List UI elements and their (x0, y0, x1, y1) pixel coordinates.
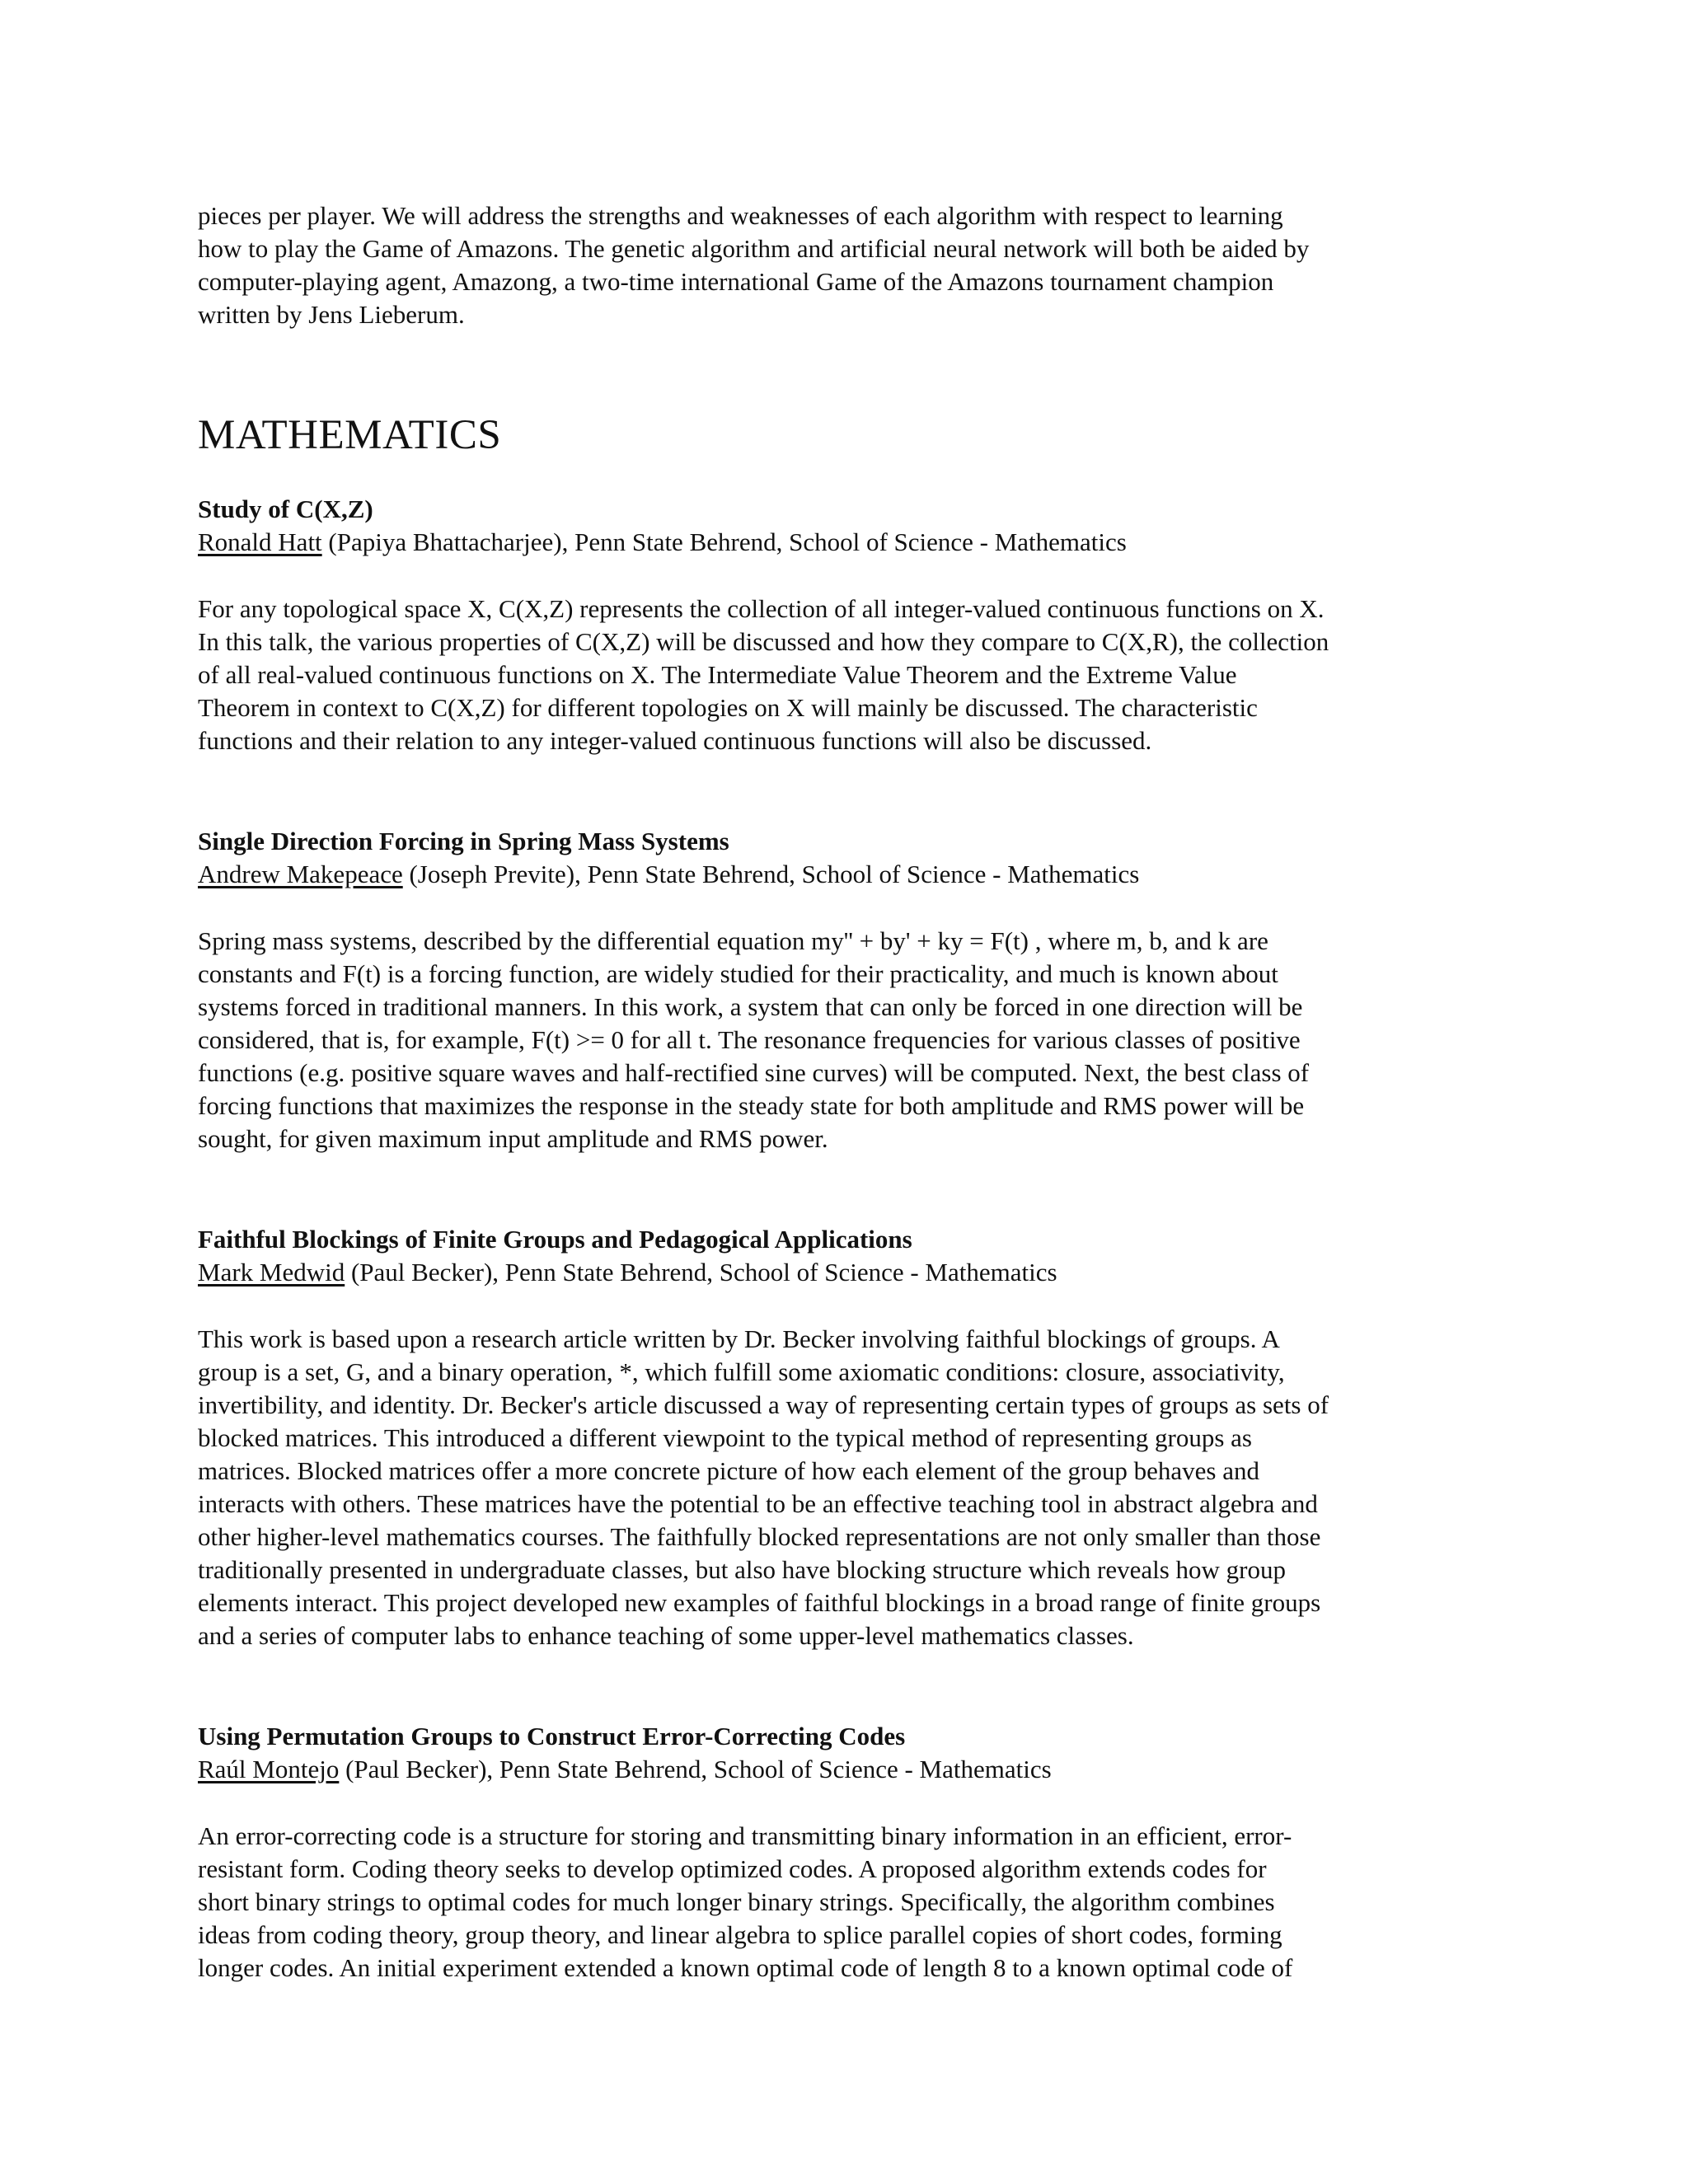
section-heading: MATHEMATICS (198, 412, 502, 458)
abstract-line: other higher-level mathematics courses. The faithfully blocked representations are not only smaller than those (198, 1522, 1321, 1551)
intro-line: pieces per player. We will address the strengths and weaknesses of each algorithm with respect to learning (198, 201, 1283, 230)
advisor-affiliation: (Joseph Previte), Penn State Behrend, School of Science - Mathematics (402, 860, 1140, 888)
talk-byline (198, 1256, 1500, 1289)
abstract-line: of all real-valued continuous functions on X. The Intermediate Value Theorem and the Extreme Value (198, 660, 1237, 689)
abstract-line: An error-correcting code is a structure for storing and transmitting binary information in an efficient, error- (198, 1821, 1292, 1850)
abstract-line: constants and F(t) is a forcing function, are widely studied for their practicality, and much is known about (198, 959, 1278, 988)
abstract-line: In this talk, the various properties of C(X,Z) will be discussed and how they compare to C(X,R), the collection (198, 627, 1329, 656)
presenter-name: Ronald Hatt (198, 527, 322, 556)
presenter-name: Mark Medwid (198, 1258, 345, 1286)
abstract-line: blocked matrices. This introduced a different viewpoint to the typical method of representing groups as (198, 1423, 1252, 1452)
talk-title: Study of C(X,Z) (198, 494, 373, 523)
abstract-line: systems forced in traditional manners. In this work, a system that can only be forced in one direction will be (198, 992, 1303, 1021)
talk-title: Single Direction Forcing in Spring Mass Systems (198, 827, 729, 855)
talk-entry (198, 1720, 1500, 1985)
abstract-line: functions (e.g. positive square waves and half-rectified sine curves) will be computed. Next, the best class of (198, 1058, 1310, 1087)
abstract-line: sought, for given maximum input amplitude and RMS power. (198, 1124, 828, 1153)
abstract-line: Theorem in context to C(X,Z) for different topologies on X will mainly be discussed. The characteristic (198, 693, 1258, 722)
abstract-line: group is a set, G, and a binary operation, *, which fulfill some axiomatic conditions: closure, associativity, (198, 1357, 1285, 1386)
intro-line: written by Jens Lieberum. (198, 300, 465, 329)
advisor-affiliation: (Paul Becker), Penn State Behrend, School of Science - Mathematics (339, 1755, 1052, 1783)
advisor-affiliation: (Paul Becker), Penn State Behrend, School of Science - Mathematics (345, 1258, 1057, 1286)
abstract-line: Spring mass systems, described by the differential equation my'' + by' + ky = F(t) , where m, b, and k are (198, 926, 1268, 955)
talk-entry (198, 825, 1500, 1155)
abstract-line: considered, that is, for example, F(t) >= 0 for all t. The resonance frequencies for various classes of positive (198, 1025, 1301, 1054)
talk-title: Faithful Blockings of Finite Groups and Pedagogical Applications (198, 1225, 912, 1254)
abstract-line: interacts with others. These matrices have the potential to be an effective teaching tool in abstract algebra and (198, 1489, 1318, 1518)
abstract-line: forcing functions that maximizes the response in the steady state for both amplitude and RMS power will be (198, 1091, 1305, 1120)
abstract-line: short binary strings to optimal codes for much longer binary strings. Specifically, the algorithm combines (198, 1887, 1275, 1916)
intro-paragraph (198, 199, 1500, 331)
talk-abstract (198, 1323, 1500, 1652)
talk-title: Using Permutation Groups to Construct Error-Correcting Codes (198, 1722, 906, 1750)
abstract-line: invertibility, and identity. Dr. Becker's article discussed a way of representing certain types of groups as sets of (198, 1390, 1329, 1419)
abstract-line: functions and their relation to any integer-valued continuous functions will also be discussed. (198, 726, 1152, 755)
advisor-affiliation: (Papiya Bhattacharjee), Penn State Behrend, School of Science - Mathematics (321, 527, 1127, 556)
abstract-line: matrices. Blocked matrices offer a more concrete picture of how each element of the group behaves and (198, 1456, 1259, 1485)
talk-abstract (198, 1820, 1500, 1985)
abstract-line: ideas from coding theory, group theory, and linear algebra to splice parallel copies of short codes, forming (198, 1920, 1282, 1949)
abstract-line: longer codes. An initial experiment extended a known optimal code of length 8 to a known optimal code of (198, 1953, 1293, 1982)
presenter-name: Raúl Montejo (198, 1755, 340, 1783)
abstract-line: traditionally presented in undergraduate classes, but also have blocking structure which reveals how group (198, 1555, 1286, 1584)
talk-entry (198, 493, 1500, 757)
talk-byline (198, 526, 1500, 559)
talk-abstract (198, 925, 1500, 1155)
intro-line: computer-playing agent, Amazong, a two-time international Game of the Amazons tournament champion (198, 267, 1274, 296)
intro-line: how to play the Game of Amazons. The genetic algorithm and artificial neural network will both be aided by (198, 234, 1310, 263)
abstract-line: For any topological space X, C(X,Z) represents the collection of all integer-valued continuous functions on X. (198, 594, 1325, 623)
abstract-line: This work is based upon a research article written by Dr. Becker involving faithful blockings of groups. A (198, 1324, 1280, 1353)
document-page (198, 199, 1500, 1985)
abstract-line: resistant form. Coding theory seeks to develop optimized codes. A proposed algorithm extends codes for (198, 1854, 1267, 1883)
presenter-name: Andrew Makepeace (198, 860, 403, 888)
talk-byline (198, 858, 1500, 891)
abstract-line: and a series of computer labs to enhance teaching of some upper-level mathematics classes. (198, 1621, 1134, 1650)
talk-entry (198, 1223, 1500, 1652)
talk-abstract (198, 593, 1500, 757)
talk-byline (198, 1753, 1500, 1786)
abstract-line: elements interact. This project developed new examples of faithful blockings in a broad range of finite groups (198, 1588, 1321, 1617)
